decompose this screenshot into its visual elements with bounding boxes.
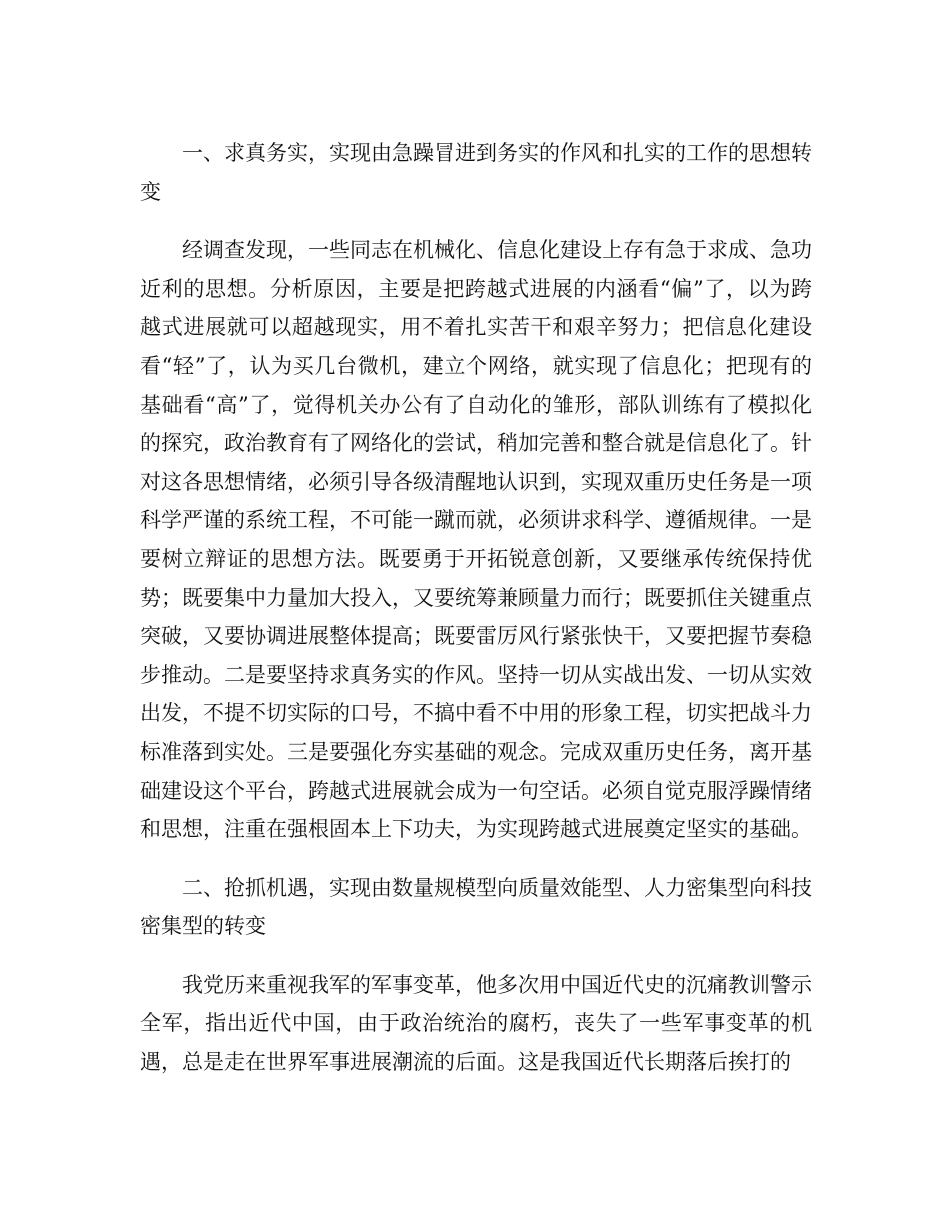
section-2-paragraph: 我党历来重视我军的军事变革，他多次用中国近代史的沉痛教训警示全军，指出近代中国，由于政治统治的腐朽，丧失了一些军事变革的机遇，总是走在世界军事进展潮流的后面。这是我国近代长期落后挨打的: [140, 972, 812, 1075]
section-1-paragraph: 经调查发现，一些同志在机械化、信息化建设上存有急于求成、急功近利的思想。分析原因，主要是把跨越式进展的内涵看“偏”了，以为跨越式进展就可以超越现实，用不着扎实苦干和艰辛努力；把信息化建设看“轻”了，认为买几台微机，建立个网络，就实现了信息化；把现有的基础看“高”了，觉得机关办公有了自动化的雏形，部队训练有了模拟化的探究，政治教育有了网络化的尝试，稍加完善和整合就是信息化了。针对这各思想情绪，必须引导各级清醒地认识到，实现双重历史任务是一项科学严谨的系统工程，不可能一蹴而就，必须讲求科学、遵循规律。一是要树立辩证的思想方法。既要勇于开拓锐意创新，又要继承传统保持优势；既要集中力量加大投入，又要统筹兼顾量力而行；既要抓住关键重点突破，又要协调进展整体提高；既要雷厉风行紧张快干，又要把握节奏稳步推动。二是要坚持求真务实的作风。坚持一切从实战出发、一切从实效出发，不提不切实际的口号，不搞中看不中用的形象工程，切实把战斗力标准落到实处。三是要强化夯实基础的观念。完成双重历史任务，离开基础建设这个平台，跨越式进展就会成为一句空话。必须自觉克服浮躁情绪和思想，注重在强根固本上下功夫，为实现跨越式进展奠定坚实的基础。: [140, 238, 812, 842]
document-body: [140, 134, 812, 1082]
section-1-heading: 一、求真务实，实现由急躁冒进到务实的作风和扎实的工作的思想转变: [140, 141, 812, 204]
section-2-heading: 二、抢抓机遇，实现由数量规模型向质量效能型、人力密集型向科技密集型的转变: [140, 875, 812, 939]
